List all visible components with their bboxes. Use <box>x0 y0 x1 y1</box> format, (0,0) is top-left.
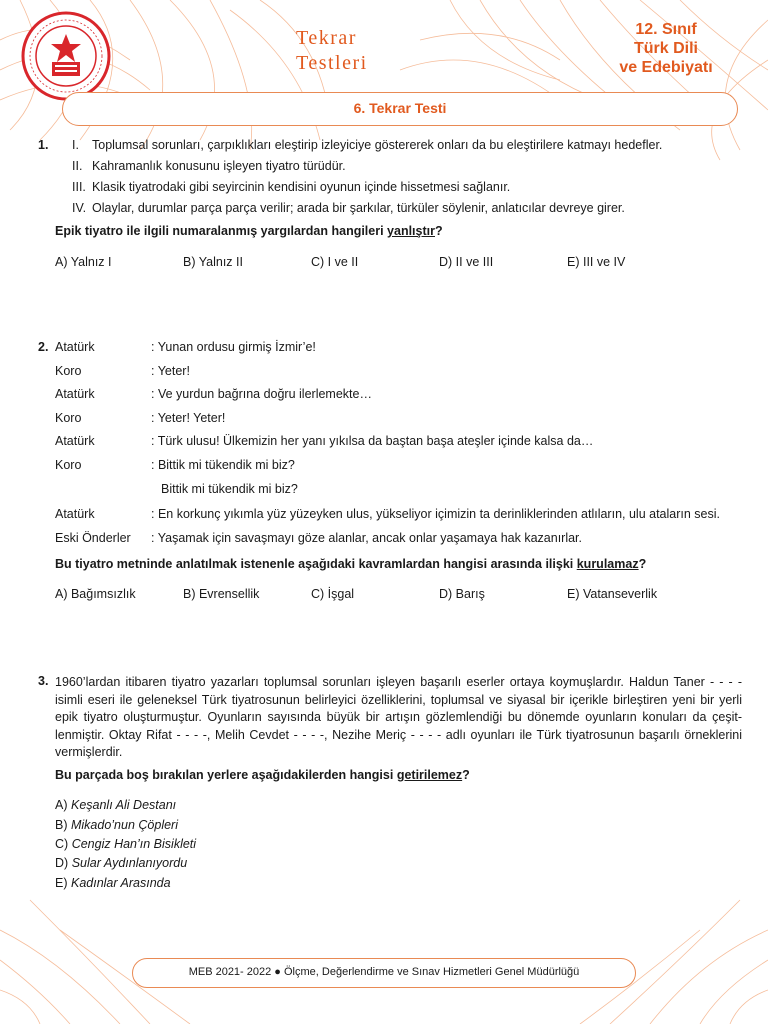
statement-text: Olaylar, durumlar parça parça verilir; arada bir şarkılar, türküler söylenir, anlatıcılar devreye girer. <box>92 201 625 215</box>
question-paragraph: 1960’lardan itibaren tiyatro yazarları toplumsal sorunları işleyen başarılı eserler ortaya koymuşlardır. Haldun Taner - - - - isimli eseri ile geleneksel Türk tiyatrosunun belirleyici özelliklerini, toplumsal ve siyasal bir içerikle birleştiren yeni bir yerli epik tiyatro oluşturmuştur. Oyunların sayısında büyük bir artışın gözlemlendiği bu dönemde oyunların konuları da çeşit-lenmiştir. Oktay Rifat - - - -, Melih Cevdet - - - -, Nezihe Meriç - - - - adlı oyunları ile Türk tiyatrosunun başarılı örneklerini vermişlerdir. <box>55 675 742 759</box>
question-number: 3. <box>38 674 49 688</box>
option-b[interactable]: B) Yalnız II <box>183 255 243 269</box>
stem-emphasis: kurulamaz <box>576 557 639 571</box>
statement-roman: IV. <box>72 201 87 215</box>
statement-text: Klasik tiyatrodaki gibi seyircinin kendisini oyunun içinde hissetmesi sağlanır. <box>92 180 511 194</box>
option-b[interactable]: B) Mikado’nun Çöpleri <box>55 818 178 832</box>
dialogue-line: : Ve yurdun bağrına doğru ilerlemekte… <box>151 387 372 401</box>
dialogue-line: : Türk ulusu! Ülkemizin her yanı yıkılsa da baştan başa ateşler içinde kalsa da… <box>151 434 594 448</box>
page-footer <box>132 958 636 988</box>
option-c[interactable]: C) I ve II <box>311 255 359 269</box>
series-title-line1: Tekrar <box>296 27 357 49</box>
stem-emphasis: getirilemez <box>396 768 463 782</box>
dialogue-speaker: Atatürk <box>55 507 95 521</box>
question-stem: Bu parçada boş bırakılan yerlere aşağıdakilerden hangisi getirilemez? <box>55 768 470 782</box>
option-a[interactable]: A) Yalnız I <box>55 255 112 269</box>
test-title: 6. Tekrar Testi <box>353 100 447 116</box>
grade-line1: 12. Sınıf <box>635 21 697 38</box>
dialogue-line: : Yunan ordusu girmiş İzmir’e! <box>151 340 316 354</box>
statement-text: Kahramanlık konusunu işleyen tiyatro türüdür. <box>92 159 346 173</box>
option-a[interactable]: A) Keşanlı Ali Destanı <box>55 798 177 812</box>
statement-roman: II. <box>72 159 83 173</box>
dialogue-line: : Yeter! Yeter! <box>151 411 226 425</box>
dialogue-line: Bittik mi tükendik mi biz? <box>161 482 298 496</box>
course-label <box>596 20 736 77</box>
footer-text: MEB 2021- 2022 ● Ölçme, Değerlendirme ve Sınav Hizmetleri Genel Müdürlüğü <box>188 966 580 978</box>
option-e[interactable]: E) Kadınlar Arasında <box>55 876 171 890</box>
question-stem: Epik tiyatro ile ilgili numaralanmış yargılardan hangileri yanlıştır? <box>55 224 443 238</box>
dialogue-speaker: Atatürk <box>55 340 95 354</box>
grade-line3: ve Edebiyatı <box>619 59 713 76</box>
option-a[interactable]: A) Bağımsızlık <box>55 587 136 601</box>
dialogue-line: : Bittik mi tükendik mi biz? <box>151 458 295 472</box>
grade-line2: Türk Dili <box>633 40 698 57</box>
option-d[interactable]: D) Barış <box>439 587 485 601</box>
dialogue-speaker: Koro <box>55 411 82 425</box>
dialogue-line: : Yeter! <box>151 364 190 378</box>
option-c[interactable]: C) Cengiz Han’ın Bisikleti <box>55 837 197 851</box>
stem-emphasis: yanlıştır <box>387 224 435 238</box>
dialogue-speaker: Eski Önderler <box>55 531 131 545</box>
ministry-seal-logo <box>20 10 112 102</box>
question-number: 2. <box>38 340 49 354</box>
dialogue-speaker: Atatürk <box>55 434 95 448</box>
option-d[interactable]: D) II ve III <box>439 255 494 269</box>
option-d[interactable]: D) Sular Aydınlanıyordu <box>55 856 188 870</box>
question-number: 1. <box>38 138 49 152</box>
dialogue-speaker: Koro <box>55 364 82 378</box>
dialogue-line: : Yaşamak için savaşmayı göze alanlar, ancak onlar yaşamaya hak kazanırlar. <box>151 531 583 545</box>
statement-roman: I. <box>72 138 79 152</box>
dialogue-speaker: Koro <box>55 458 82 472</box>
test-title-bar <box>62 92 738 126</box>
question-stem: Bu tiyatro metninde anlatılmak istenenle aşağıdaki kavramlardan hangisi arasında ilişki kurulamaz? <box>55 557 647 571</box>
dialogue-line: : En korkunç yıkımla yüz yüzeyken ulus, yükseliyor içimizin ta derinliklerinden atlıların, ulu ataların sesi. <box>151 507 720 521</box>
option-c[interactable]: C) İşgal <box>311 587 355 601</box>
option-e[interactable]: E) Vatanseverlik <box>567 587 658 601</box>
statement-text: Toplumsal sorunları, çarpıklıkları eleştirip izleyiciye göstererek onları da bu eleştirilere katmayı hedefler. <box>92 138 663 152</box>
option-b[interactable]: B) Evrensellik <box>183 587 260 601</box>
dialogue-speaker: Atatürk <box>55 387 95 401</box>
series-title <box>296 26 368 76</box>
option-e[interactable]: E) III ve IV <box>567 255 626 269</box>
statement-roman: III. <box>72 180 86 194</box>
series-title-line2: Testleri <box>296 52 368 74</box>
